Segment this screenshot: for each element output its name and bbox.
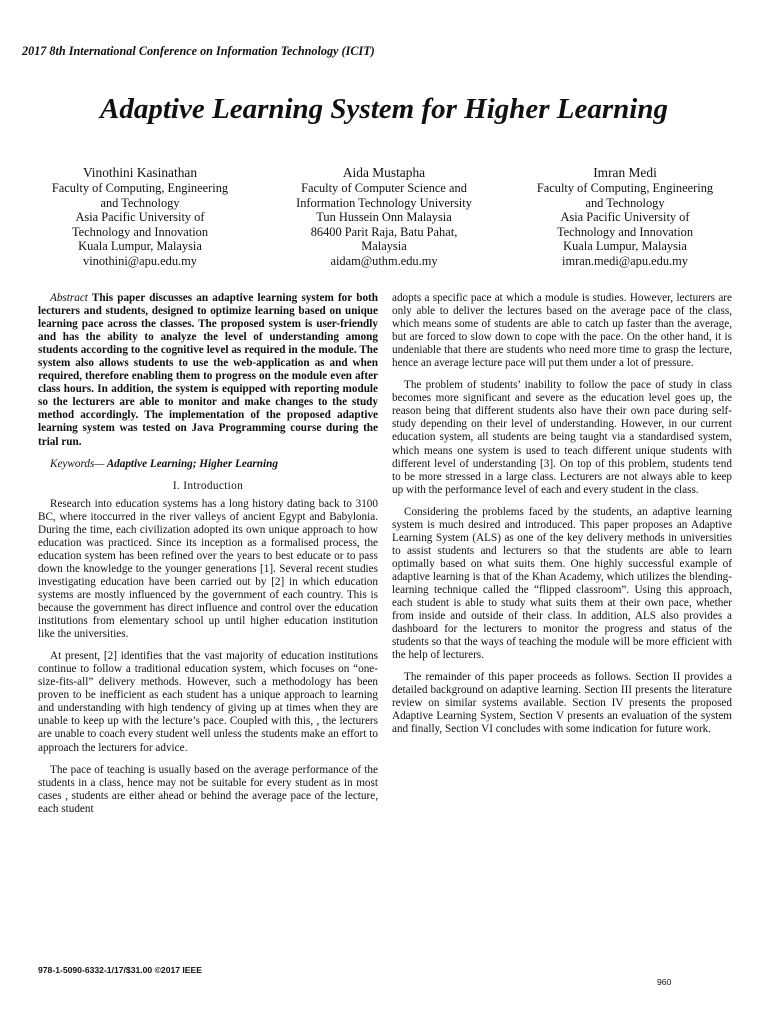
conference-header: 2017 8th International Conference on Information Technology (ICIT) [22,44,375,58]
author-name: Imran Medi [593,165,657,180]
section-heading: I. Introduction [172,479,244,492]
author-block-1 [35,164,245,269]
affiliation-line: Malaysia [361,239,407,254]
body-paragraph: The problem of students’ inability to follow the pace of study in class becomes more significant and severe as the education level goes up, the reason being that different students also have their own pace during self-study depending on their level of understanding. However, in our current education system, all students are being taught via a standardised system, which means one system is used to teach different unique students with different level of understanding [3]. On top of this problem, students tend to be more stressed in a large class. Lecturers are not always able to keep up with the performance level of each and every student in the class. [392,379,732,496]
right-column [392,292,732,746]
affiliation-line: Faculty of Computing, Engineering [51,181,229,195]
affiliation-line: Faculty of Computing, Engineering [536,181,714,195]
affiliation-line: Asia Pacific University of [560,210,690,225]
affiliation-line: and Technology [585,195,665,210]
body-paragraph: adopts a specific pace at which a module is studies. However, lecturers are only able to deliver the lectures based on the average pace of the class, which means some of students are able to catch up faster than the average, but are forced to slow down to cope with the pace. On the other hand, it is undeniable that there are students who need more time to grasp the lecture, hence an average lecture pace will put them under a lot of pressure. [392,292,732,370]
body-paragraph: Considering the problems faced by the students, an adaptive learning system is much desired and introduced. This paper proposes an Adaptive Learning System (ALS) as one of the key delivery methods in universities to assist students and lecturers so that the students are able to learn optimally based on what suits them. One highly successful example of adaptive learning is that of the Khan Academy, which utilizes the blending-learning technique called the “flipped classroom”. Using this approach, each student is able to study what suits them at their own pace, whether from inside and outside of their class. In addition, ALS also provides a dashboard for the lecturers to monitor the progress and status of the students so that the ways of teaching the module will be more efficient with the help of lecturers. [392,505,732,662]
paper-title: Adaptive Learning System for Higher Learning [100,93,668,125]
affiliation-line: Technology and Innovation [556,224,694,239]
affiliation-line: and Technology [100,195,180,210]
body-paragraph: The pace of teaching is usually based on the average performance of the students in a class, hence may not be suitable for every student as in most cases , students are either ahead or behind the average pace of the lecture, each student [38,763,378,815]
affiliation-line: Technology and Innovation [71,224,209,239]
affiliation-line: Faculty of Computer Science and [301,181,467,195]
keywords-label: Keywords— [50,457,105,470]
abstract-label: Abstract [50,292,88,304]
author-block-3 [520,164,730,269]
affiliation-line: Kuala Lumpur, Malaysia [563,239,687,254]
abstract-text: This paper discusses an adaptive learning system for both lecturers and students, designed to optimize learning based on unique learning pace across the classes. The proposed system is user-friendly and has the ability to analyze the level of understanding among students according to the cognitive level as required in the module. The system also allows students to use the web-application as and when required, therefore enabling them to progress on the module even after class hours. In addition, the system is equipped with reporting module so the lecturers are able to monitor and make changes to the study method accordingly. The implementation of the proposed adaptive learning system was tested on Java Programming course during the trial run. [38,292,378,448]
author-email: aidam@uthm.edu.my [330,253,438,268]
affiliation-line: Tun Hussein Onn Malaysia [316,210,452,225]
copyright-notice: 978-1-5090-6332-1/17/$31.00 ©2017 IEEE [38,965,203,975]
keywords-text: Adaptive Learning; Higher Learning [106,457,278,470]
affiliation-line: Information Technology University [296,195,472,210]
author-name: Vinothini Kasinathan [82,165,198,180]
body-paragraph: The remainder of this paper proceeds as follows. Section II provides a detailed background on adaptive learning. Section III presents the literature review on similar systems available. Section IV presents the proposed Adaptive Learning System, Section V presents an evaluation of the system and finally, Section VI concludes with some indication for future work. [392,671,732,736]
affiliation-line: Kuala Lumpur, Malaysia [78,239,202,254]
affiliation-line: 86400 Parit Raja, Batu Pahat, [310,224,458,239]
body-paragraph: At present, [2] identifies that the vast majority of education institutions continue to follow a traditional education system, which focuses on “one-size-fits-all” delivery methods. However, such a methodology has been proven to be inefficient as each student has a unique approach to learning and understanding with high tendency of giving up at times when they are unable to keep up with the lecture’s pace. Coupled with this, , the lecturers are unable to coach every student well unless the students make an effort to approach the lecturers for advice. [38,650,378,754]
author-email: imran.medi@apu.edu.my [562,253,688,268]
abstract [38,292,378,449]
author-email: vinothini@apu.edu.my [83,253,197,268]
keywords [38,458,378,471]
page-number: 960 [657,977,672,987]
author-block-2 [275,164,493,269]
author-name: Aida Mustapha [342,165,426,180]
affiliation-line: Asia Pacific University of [75,210,205,225]
left-column [38,292,378,825]
body-paragraph: Research into education systems has a long history dating back to 3100 BC, where itoccurred in the river valleys of ancient Egypt and Babylonia. During the time, each civilization adopted its own unique approach to how education was practiced. Since its inception as a formalised process, the education system has been refined over the years to best educate or to pass down the knowledge to the younger generations [1]. Several recent studies investigating education have been carried out by [2] in which education systems are mostly influenced by the government of each country. This is because the government has direct influence and control over the education institutions from elementary school up until higher education institution like the universities. [38,497,378,641]
